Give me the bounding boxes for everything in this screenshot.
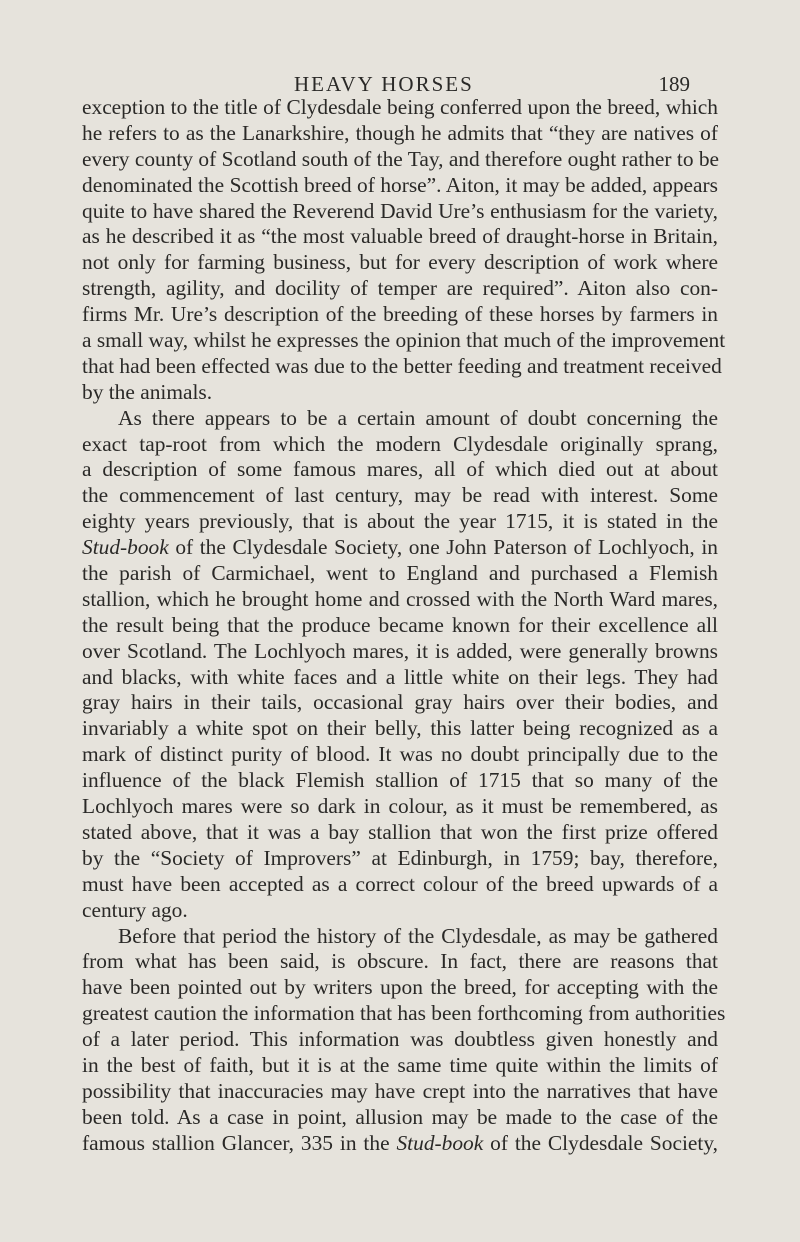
text-line: Lochlyoch mares were so dark in colour, as it must be remembered, as — [82, 794, 718, 819]
text-line: century ago. — [82, 897, 188, 922]
text-line: famous stallion Glancer, 335 in the Stud-book of the Clydesdale Society, — [82, 1130, 718, 1155]
text-line: influence of the black Flemish stallion of 1715 that so many of the — [82, 768, 718, 793]
text-line: by the animals. — [82, 379, 213, 404]
paragraph — [82, 95, 726, 406]
text-line: in the best of faith, but it is at the same time quite within the limits of — [82, 1052, 718, 1077]
text-line: every county of Scotland south of the Tay, and therefore ought rather to be — [82, 146, 720, 171]
body-text — [82, 95, 726, 1157]
text-line: been told. As a case in point, allusion may be made to the case of the — [82, 1104, 718, 1129]
text-line: by the “Society of Improvers” at Edinburgh, in 1759; bay, therefore, — [82, 845, 718, 870]
text-line: Stud-book of the Clydesdale Society, one John Paterson of Lochlyoch, in — [82, 535, 718, 560]
text-line: over Scotland. The Lochlyoch mares, it is added, were generally browns — [82, 638, 718, 663]
text-line: strength, agility, and docility of temper are required”. Aiton also con- — [82, 276, 718, 301]
text-line: gray hairs in their tails, occasional gray hairs over their bodies, and — [82, 690, 718, 715]
text-line: As there appears to be a certain amount of doubt concerning the — [118, 405, 718, 430]
text-line: of a later period. This information was doubtless given honestly and — [82, 1027, 718, 1052]
text-line: a small way, whilst he expresses the opinion that much of the improvement — [82, 328, 726, 353]
text-line: mark of distinct purity of blood. It was no doubt principally due to the — [82, 742, 718, 767]
text-line: stallion, which he brought home and crossed with the North Ward mares, — [82, 586, 718, 611]
text-line: that had been effected was due to the better feeding and treatment received — [82, 353, 722, 378]
text-line: and blacks, with white faces and a little white on their legs. They had — [82, 664, 718, 689]
text-line: eighty years previously, that is about the year 1715, it is stated in the — [82, 509, 718, 534]
text-line: a description of some famous mares, all of which died out at about — [82, 457, 718, 482]
running-title: HEAVY HORSES — [294, 72, 474, 96]
text-line: the result being that the produce became known for their excellence all — [82, 612, 718, 637]
text-line: exact tap-root from which the modern Clydesdale originally sprang, — [82, 431, 718, 456]
paragraph — [82, 923, 726, 1157]
running-head — [0, 58, 800, 96]
text-line: greatest caution the information that has been forthcoming from authorities — [82, 1001, 726, 1026]
text-line: not only for farming business, but for every description of work where — [82, 250, 718, 275]
text-line: exception to the title of Clydesdale being conferred upon the breed, which — [82, 95, 718, 119]
text-line: possibility that inaccuracies may have crept into the narratives that have — [82, 1078, 718, 1103]
text-line: as he described it as “the most valuable breed of draught-horse in Britain, — [82, 224, 718, 249]
text-line: he refers to as the Lanarkshire, though he admits that “they are natives of — [82, 120, 718, 145]
text-line: have been pointed out by writers upon the breed, for accepting with the — [82, 975, 718, 1000]
text-line: from what has been said, is obscure. In fact, there are reasons that — [82, 949, 718, 974]
text-line: denominated the Scottish breed of horse”. Aiton, it may be added, appears — [82, 172, 718, 197]
book-title: Stud-book — [396, 1130, 484, 1155]
text-line: stated above, that it was a bay stallion that won the first prize offered — [82, 819, 718, 844]
text-line: the parish of Carmichael, went to England and purchased a Flemish — [82, 561, 718, 586]
text-line: firms Mr. Ure’s description of the breeding of these horses by farmers in — [82, 302, 718, 327]
paragraph — [82, 406, 718, 924]
text-line: quite to have shared the Reverend David Ure’s enthusiasm for the variety, — [82, 198, 718, 223]
text-line: must have been accepted as a correct colour of the breed upwards of a — [82, 871, 718, 896]
text-line: invariably a white spot on their belly, this latter being recognized as a — [82, 716, 718, 741]
book-title: Stud-book — [82, 535, 169, 560]
page-number: 189 — [658, 72, 690, 96]
text-line: Before that period the history of the Clydesdale, as may be gathered — [118, 923, 718, 948]
text-line: the commencement of last century, may be read with interest. Some — [82, 483, 718, 508]
